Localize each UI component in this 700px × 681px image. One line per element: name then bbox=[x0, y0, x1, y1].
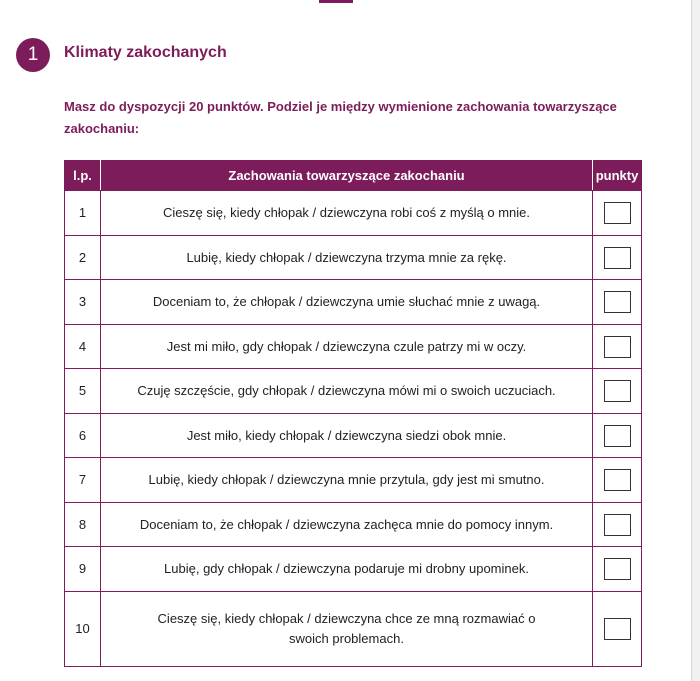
behaviors-table bbox=[64, 160, 642, 667]
behavior-text: Jest mi miło, gdy chłopak / dziewczyna czule patrzy mi w oczy. bbox=[101, 325, 593, 369]
table-row bbox=[65, 547, 642, 592]
table-row bbox=[65, 280, 642, 325]
points-cell bbox=[593, 458, 642, 503]
points-input-box[interactable] bbox=[604, 514, 631, 536]
row-number: 2 bbox=[65, 236, 101, 280]
points-cell bbox=[593, 547, 642, 592]
points-input-box[interactable] bbox=[604, 425, 631, 447]
row-number: 3 bbox=[65, 280, 101, 325]
points-cell bbox=[593, 325, 642, 369]
instruction-text: Masz do dyspozycji 20 punktów. Podziel je między wymienione zachowania towarzyszące zakochaniu: bbox=[64, 99, 617, 136]
table-row bbox=[65, 325, 642, 369]
points-cell bbox=[593, 414, 642, 458]
row-number: 4 bbox=[65, 325, 101, 369]
points-input-box[interactable] bbox=[604, 291, 631, 313]
behavior-text: Doceniam to, że chłopak / dziewczyna zachęca mnie do pomocy innym. bbox=[101, 503, 593, 547]
points-cell bbox=[593, 280, 642, 325]
behavior-text: Cieszę się, kiedy chłopak / dziewczyna robi coś z myślą o mnie. bbox=[101, 191, 593, 236]
header-lp: l.p. bbox=[65, 161, 101, 191]
row-number: 8 bbox=[65, 503, 101, 547]
points-input-box[interactable] bbox=[604, 558, 631, 580]
section-title: Klimaty zakochanych bbox=[64, 44, 227, 61]
section-number-badge: 1 bbox=[16, 38, 50, 72]
points-input-box[interactable] bbox=[604, 247, 631, 269]
row-number: 9 bbox=[65, 547, 101, 592]
table-row bbox=[65, 592, 642, 667]
behavior-text: Lubię, kiedy chłopak / dziewczyna mnie przytula, gdy jest mi smutno. bbox=[101, 458, 593, 503]
row-number: 1 bbox=[65, 191, 101, 236]
behavior-text: Lubię, kiedy chłopak / dziewczyna trzyma mnie za rękę. bbox=[101, 236, 593, 280]
points-input-box[interactable] bbox=[604, 202, 631, 224]
table-row bbox=[65, 503, 642, 547]
points-cell bbox=[593, 191, 642, 236]
header-points: punkty bbox=[593, 161, 642, 191]
points-input-box[interactable] bbox=[604, 618, 631, 640]
row-number: 5 bbox=[65, 369, 101, 414]
points-input-box[interactable] bbox=[604, 380, 631, 402]
points-cell bbox=[593, 369, 642, 414]
header-behaviors: Zachowania towarzyszące zakochaniu bbox=[101, 161, 593, 191]
points-cell bbox=[593, 503, 642, 547]
top-tab-indicator bbox=[319, 0, 353, 3]
table-row bbox=[65, 191, 642, 236]
behavior-text: Lubię, gdy chłopak / dziewczyna podaruje mi drobny upominek. bbox=[101, 547, 593, 592]
table-row bbox=[65, 458, 642, 503]
table-row bbox=[65, 236, 642, 280]
points-cell bbox=[593, 592, 642, 667]
behavior-text: Jest miło, kiedy chłopak / dziewczyna siedzi obok mnie. bbox=[101, 414, 593, 458]
behavior-text: Czuję szczęście, gdy chłopak / dziewczyna mówi mi o swoich uczuciach. bbox=[101, 369, 593, 414]
row-number: 7 bbox=[65, 458, 101, 503]
behavior-text: Doceniam to, że chłopak / dziewczyna umie słuchać mnie z uwagą. bbox=[101, 280, 593, 325]
points-input-box[interactable] bbox=[604, 469, 631, 491]
table-header-row bbox=[65, 161, 642, 191]
row-number: 10 bbox=[65, 592, 101, 667]
behavior-text: Cieszę się, kiedy chłopak / dziewczyna chce ze mną rozmawiać o swoich problemach. bbox=[101, 592, 593, 667]
points-input-box[interactable] bbox=[604, 336, 631, 358]
table-row bbox=[65, 414, 642, 458]
row-number: 6 bbox=[65, 414, 101, 458]
table-row bbox=[65, 369, 642, 414]
points-cell bbox=[593, 236, 642, 280]
